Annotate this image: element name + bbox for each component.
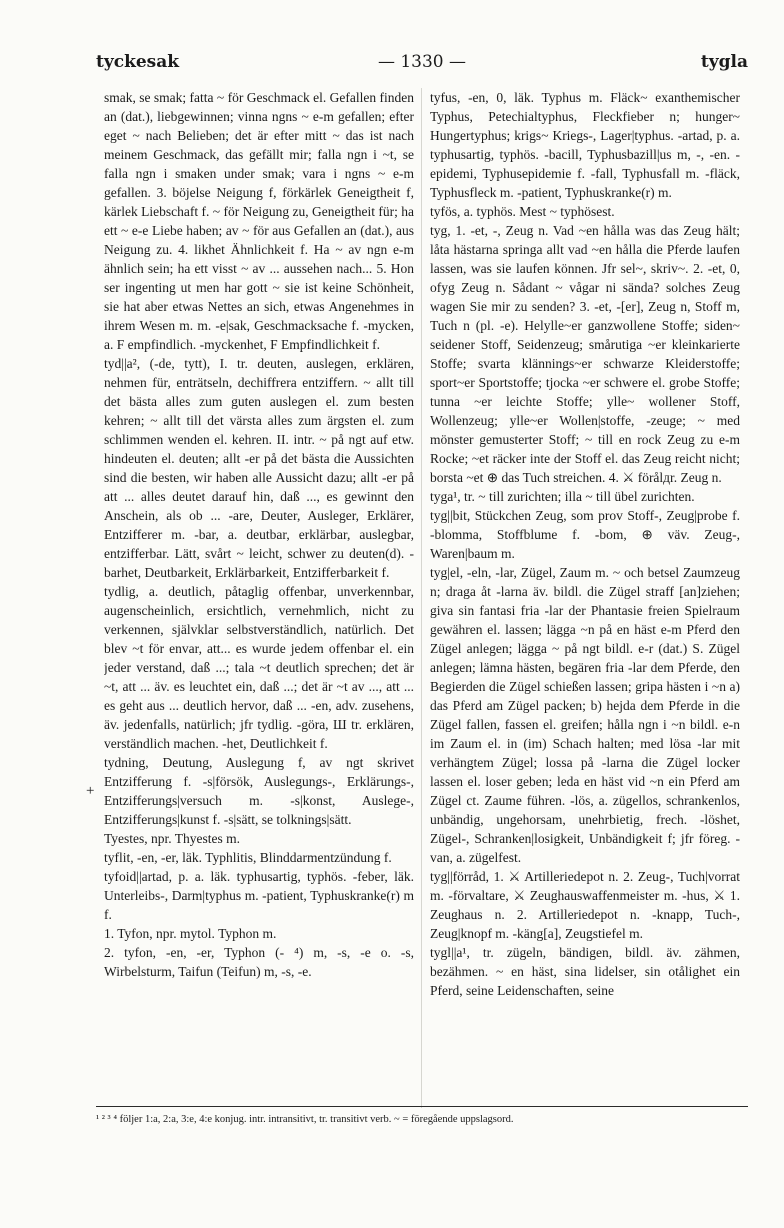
entry-tyfus: tyfus, -en, 0, läk. Typhus m. Fläck~ exanthemischer Typhus, Petechialtyphus, Fleckfieber n; hunger~ Hungertyphus; krigs~ Kriegs-, Lager|typhus. -artad, p. a. typhusartig, typhös. -bacill, Typhusbazill|us m, -, -en. -epidemi, Typhusepidemie f. -fall, Typhusfall m. -fläck, Typhusfleck m. -patient, Typhuskranke(r) m. — [430, 90, 740, 200]
entry-tyflit: tyflit, -en, -er, läk. Typhlitis, Blinddarmentzündung f. — [104, 850, 392, 865]
entry-tyestes: Tyestes, npr. Thyestes m. — [104, 831, 241, 846]
entry-tygforrad: tyg||förråd, 1. ⚔ Artilleriedepot n. 2. Zeug-, Tuch|vorrat m. -förvaltare, ⚔ Zeughauswaffenmeister m. -hus, ⚔ 1. Zeughaus n. 2. Artilleriedepot n. -knapp, Tuch-, Zeug|knopf m. -käng[a], Zeugstiefel m. — [430, 869, 740, 941]
entry-tygel: tyg|el, -eln, -lar, Zügel, Zaum m. ~ och betsel Zaumzeug n; draga åt -larna äv. bildl. die Zügel straff [an]ziehen; giva sin fantasi fria -lar der Phantasie freien Spielraum gewähren el. lassen; lägga ~n på en häst e-m Pferd den Zügel anlegen; lägga ~ på ngt bildl. e-r (dat.) S. Zügel anlegen; lämna hästen, begären fria -lar dem Pferde, den Begierden die Zügel schießen lassen; gripa hästen i ~n a) das Pferd am Zügel packen; b) hejda dem Pferde in die Zügel fallen, fassen el. greifen; hålla ngn i ~n bildl. e-n im Zaum el. in (im) Schach halten; med lösa -lar mit verhängtem Zügel; lossa på -larna die Zügel locker lassen el. loser geben; leda en häst vid ~n ein Pferd am Zügel ct. Zaume führen. -lös, a. zügellos, schrankenlos, unbändig, ungehorsam, unehrbietig, frech. -löshet, Zügel-, Schranken|losigkeit, Unbändigkeit f; jfr föreg. -van, a. zügelfest. — [430, 565, 740, 865]
entry-tydning: tydning, Deutung, Auslegung f, av ngt skrivet Entzifferung f. -s|försök, Auslegungs-, Erklärungs-, Entzifferungs|versuch m. -s|konst, Auslege-, Entzifferungs|kunst f. -s|sätt, se tolknings|sätt. — [104, 755, 414, 827]
entry-tyda: tyd||a², (-de, tytt), I. tr. deuten, auslegen, erklären, nehmen für, enträtseln, dechiffrera entziffern. ~ allt till det bästa alles zum guten auslegen el. zum besten kehren; ~ allt till det värsta alles zum ärgsten el. zum schlimmen wenden el. kehren. II. intr. ~ på ngt auf etw. hindeuten el. deuten; allt -er på det bästa die Aussichten sind die besten, wir haben alle Aussicht dazu; allt -er på att ... alles deutet darauf hin, daß ..., es gewinnt den Anschein, als ob ... -are, Deuter, Ausleger, Erklärer, Entzifferer m. -bar, a. deutbar, erklärbar, auslegbar, entzifferbar. Lätt, svårt ~ leicht, schwer zu deuten(d). -barhet, Deutbarkeit, Erklärbarkeit, Entzifferbarkeit f. — [104, 356, 414, 580]
running-head — [96, 50, 748, 76]
entry-tygbit: tyg||bit, Stückchen Zeug, som prov Stoff-, Zeug|probe f. -blomma, Stoffblume f. -bom, ⊕ väv. Zeug-, Waren|baum m. — [430, 508, 740, 561]
header-left-word: tyckesak — [96, 52, 180, 72]
header-right-word: tygla — [700, 52, 748, 72]
page-number: — 1330 — — [377, 52, 467, 72]
entry-tyfon-2: 2. tyfon, -en, -er, Typhon (- ⁴) m, -s, -e o. -s, Wirbelsturm, Taifun (Teifun) m, -s, -e. — [104, 945, 414, 979]
entry-tydlig: tydlig, a. deutlich, påtaglig offenbar, unverkennbar, augenscheinlich, ersichtlich, vernehmlich, nicht zu verkennen, självklar selbstverständlich, natürlich. Det blev ~t för envar, att... es wurde jedem offenbar el. ein jeder verstand, daß ...; tala ~t deutlich sprechen; det är ~t, att ... äv. es leuchtet ein, daß ...; det är ~t av ..., att ... es geht aus ... deutlich hervor, daß ... -en, adv. zusehens, äv. jedenfalls, natürlich; jfr tydlig. -göra, Ш tr. erklären, verständlich machen. -het, Deutlichkeit f. — [104, 584, 414, 751]
left-column — [104, 88, 414, 1108]
entry-tyga: tyga¹, tr. ~ till zurichten; illa ~ till übel zurichten. — [430, 489, 695, 504]
entry-tyfos: tyfös, a. typhös. Mest ~ typhösest. — [430, 204, 615, 219]
entry-tyfoid: tyfoid||artad, p. a. läk. typhusartig, typhös. -feber, läk. Unterleibs-, Darm|typhus m. -patient, Typhuskranke(r) m f. — [104, 869, 414, 922]
entry-tyfon-1: 1. Tyfon, npr. mytol. Typhon m. — [104, 926, 277, 941]
column-divider — [421, 88, 422, 1108]
footer-rule — [96, 1106, 748, 1107]
entry-tyg: tyg, 1. -et, -, Zeug n. Vad ~en hålla was das Zeug hält; låta hästarna springa allt vad ~en hålla die Pferde laufen lassen, was sie laufen können. Jfr sel~, skriv~. 2. -et, 0, ofyg Zeug n. Sådant ~ vågar ni sända? solches Zeug wagen Sie mir zu senden? 3. -et, -[er], Zeug n, Stoff m, Tuch n (pl. -e). Helylle~er ganzwollene Stoffe; siden~ seidener Stoff, Seidenzeug; smårutiga ~er kleinkarierte Stoffe; svarta klännings~er schwarze Kleiderstoffe; sport~er Sportstoffe; tjocka ~er schwere el. grobe Stoffe; tunna ~er leichte Stoffe; ylle~ wollener Stoff, Wollenzeug; ylle~er Wollen|stoffe, -zeuge; ~ med mönster gemusterter Stoff; ~ till en rock Zeug zu e-m Rocke; ~et räcker inte der Stoff el. das Zeug reicht nicht; borsta ~et ⊕ das Tuch streichen. 4. ⚔ förålдr. Zeug n. — [430, 223, 740, 485]
entry-tygla: tygl||a¹, tr. zügeln, bändigen, bildl. äv. zähmen, bezähmen. ~ en häst, sina lidelser, sin otålighet ein Pferd, seine Leidenschaften, seine — [430, 945, 740, 998]
entry-tycke-continued: smak, se smak; fatta ~ för Geschmack el. Gefallen finden an (dat.), liebgewinnen; vinna ngns ~ e-m gefallen; efter eget ~ nach Belieben; det är efter mitt ~ das ist nach meinem Geschmack, das gefällt mir; falla ngn i ~t, se falla ngn i smaken under smak; vara i ngns ~ e-m gefallen. 3. böjelse Neigung f, förkärlek Geneigtheit f, kärlek Liebschaft f. ~ för Neigung zu, Geneigtheit für; ha ett ~ e-e Liebe haben; av ~ för aus Gefallen an (dat.), aus Neigung zu. 4. likhet Ähnlichkeit f. Ha ~ av ngn e-m ähnlich sein; ha ett visst ~ av ... aussehen nach... 5. Hon ser ingenting ut men har gott ~ sie ist keine Schönheit, sie hat aber etwas Nettes an sich, etwas Angenehmes in ihrem Wesen m. m. -e|sak, Geschmacksache f. -mycken, a. F empfindlich. -myckenhet, F Empfindlichkeit f. — [104, 90, 414, 352]
footer-legend: ¹ ² ³ ⁴ följer 1:a, 2:a, 3:e, 4:e konjug. intr. intransitivt, tr. transitivt verb. ~ = föregående uppslagsord. — [96, 1114, 514, 1125]
margin-plus-mark: + — [86, 783, 95, 799]
right-column — [430, 88, 740, 1108]
